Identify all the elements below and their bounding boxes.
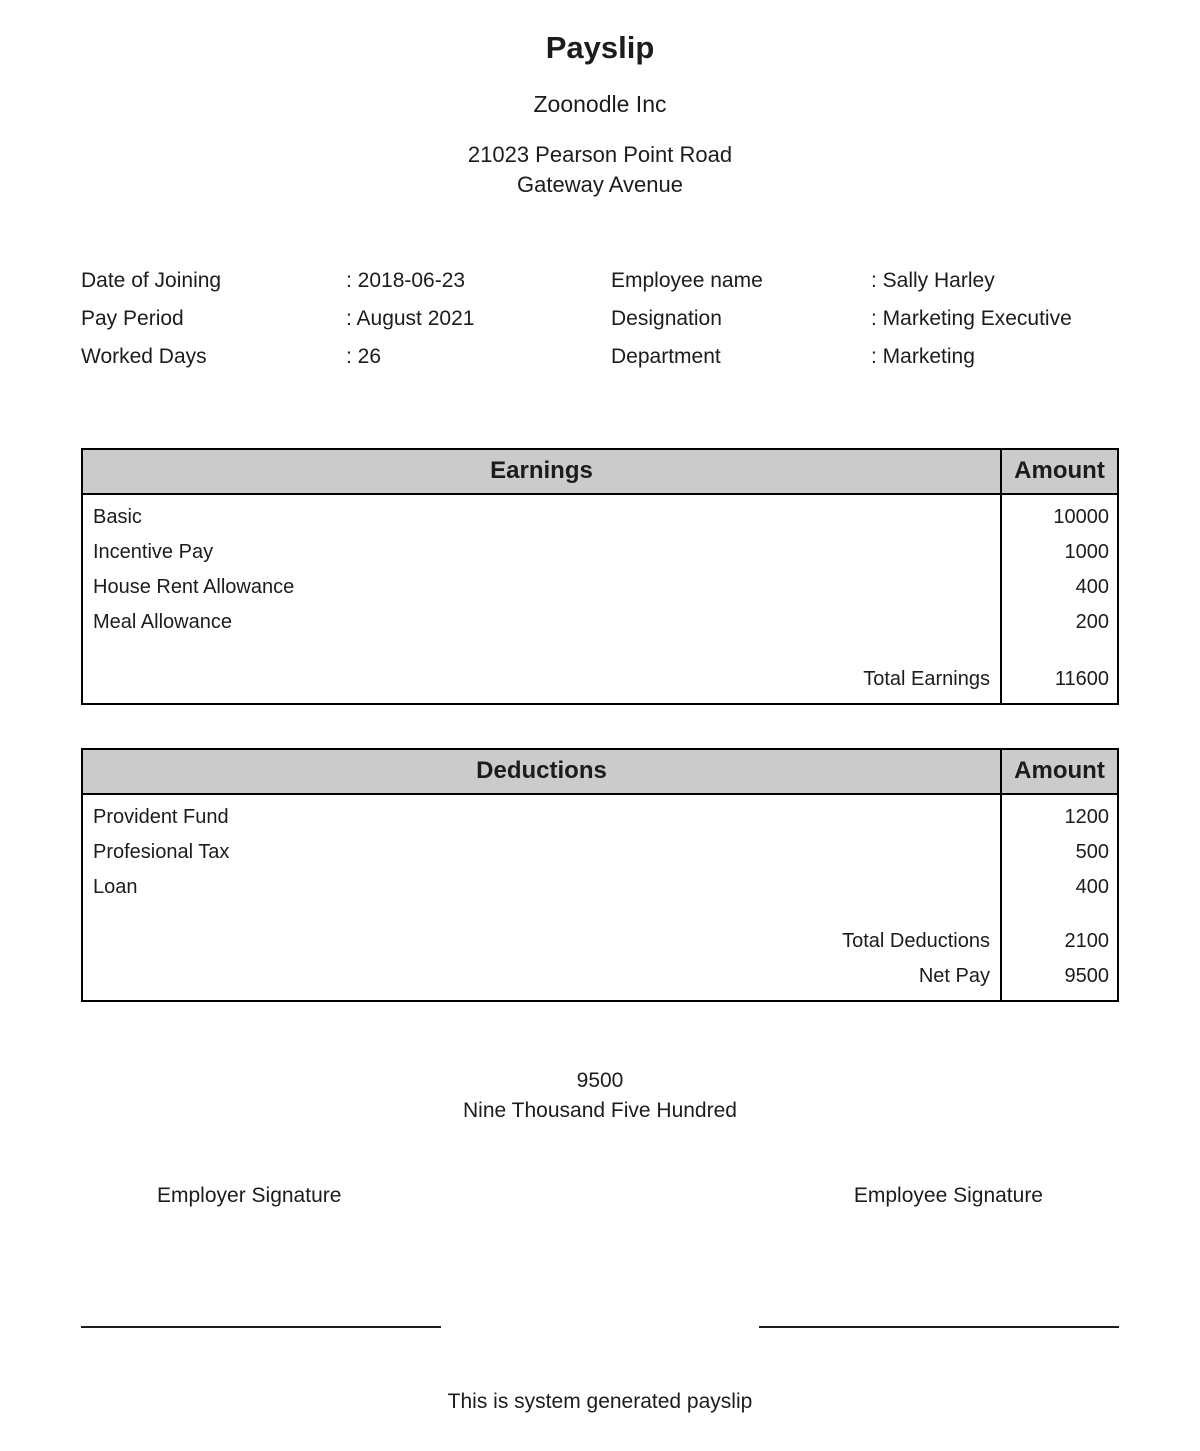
info-column-right <box>611 262 1119 376</box>
info-row-date-of-joining <box>81 262 611 300</box>
total-earnings-label: Total Earnings <box>863 668 990 690</box>
earnings-header-title: Earnings <box>490 457 593 484</box>
employee-signature-line <box>759 1326 1119 1328</box>
net-pay-amount: 9500 <box>1064 965 1109 987</box>
footer-note: This is system generated payslip <box>447 1390 753 1413</box>
info-row-designation <box>611 300 1119 338</box>
info-row-department <box>611 338 1119 376</box>
info-value: : 26 <box>346 345 382 368</box>
info-value: : 2018-06-23 <box>346 269 466 292</box>
employee-info-section <box>81 262 1119 376</box>
deductions-row-amount: 1200 <box>1064 806 1109 828</box>
info-row-worked-days <box>81 338 611 376</box>
earnings-row-amount: 200 <box>1075 611 1109 633</box>
info-value: : Marketing Executive <box>871 307 1072 330</box>
earnings-amount-header: Amount <box>1000 450 1117 493</box>
earnings-row-amount: 400 <box>1075 576 1109 598</box>
total-deductions-amount: 2100 <box>1064 930 1109 952</box>
page-title: Payslip <box>545 30 655 65</box>
earnings-table <box>81 448 1119 705</box>
deductions-row-label: Loan <box>93 876 138 898</box>
info-value: : Sally Harley <box>871 269 995 292</box>
address-line-1: 21023 Pearson Point Road <box>467 142 733 167</box>
total-earnings-amount: 11600 <box>1054 668 1109 690</box>
address-line-2: Gateway Avenue <box>517 172 683 197</box>
earnings-row-label: Incentive Pay <box>93 541 214 563</box>
net-pay-label: Net Pay <box>918 965 990 987</box>
net-pay-in-words: Nine Thousand Five Hundred <box>463 1099 737 1122</box>
company-address <box>81 140 1119 200</box>
earnings-row-label: Basic <box>93 506 142 528</box>
info-label: Employee name <box>611 269 763 292</box>
earnings-table-header <box>83 450 1117 495</box>
deductions-items-column <box>83 795 1000 1000</box>
earnings-row-label: House Rent Allowance <box>93 576 295 598</box>
earnings-row-label: Meal Allowance <box>93 611 232 633</box>
info-label: Date of Joining <box>81 269 222 292</box>
earnings-items-column <box>83 495 1000 703</box>
deductions-table <box>81 748 1119 1002</box>
deductions-amount-header: Amount <box>1000 750 1117 793</box>
deductions-row-amount: 500 <box>1075 841 1109 863</box>
company-name: Zoonodle Inc <box>533 91 667 117</box>
employer-signature-label: Employer Signature <box>157 1184 342 1207</box>
info-label: Pay Period <box>81 307 184 330</box>
info-label: Designation <box>611 307 722 330</box>
signature-lines <box>81 1326 1119 1328</box>
net-pay-summary <box>81 1066 1119 1126</box>
info-label: Department <box>611 345 721 368</box>
net-pay-number: 9500 <box>576 1069 624 1092</box>
employer-signature-line <box>81 1326 441 1328</box>
total-deductions-label: Total Deductions <box>842 930 990 952</box>
info-value: : Marketing <box>871 345 975 368</box>
deductions-amounts-column <box>1000 795 1117 1000</box>
info-column-left <box>81 262 611 376</box>
document-header <box>81 28 1119 200</box>
info-row-employee-name <box>611 262 1119 300</box>
earnings-amounts-column <box>1000 495 1117 703</box>
employee-signature-label: Employee Signature <box>853 1184 1043 1207</box>
deductions-table-body <box>83 795 1117 1000</box>
deductions-row-amount: 400 <box>1075 876 1109 898</box>
info-value: : August 2021 <box>346 307 475 330</box>
deductions-row-label: Profesional Tax <box>93 841 230 863</box>
deductions-row-label: Provident Fund <box>93 806 229 828</box>
deductions-table-header <box>83 750 1117 795</box>
earnings-table-body <box>83 495 1117 703</box>
earnings-row-amount: 1000 <box>1064 541 1109 563</box>
info-label: Worked Days <box>81 345 207 368</box>
earnings-row-amount: 10000 <box>1053 506 1109 528</box>
signature-labels <box>81 1184 1119 1208</box>
info-row-pay-period <box>81 300 611 338</box>
deductions-header-title: Deductions <box>476 757 607 784</box>
